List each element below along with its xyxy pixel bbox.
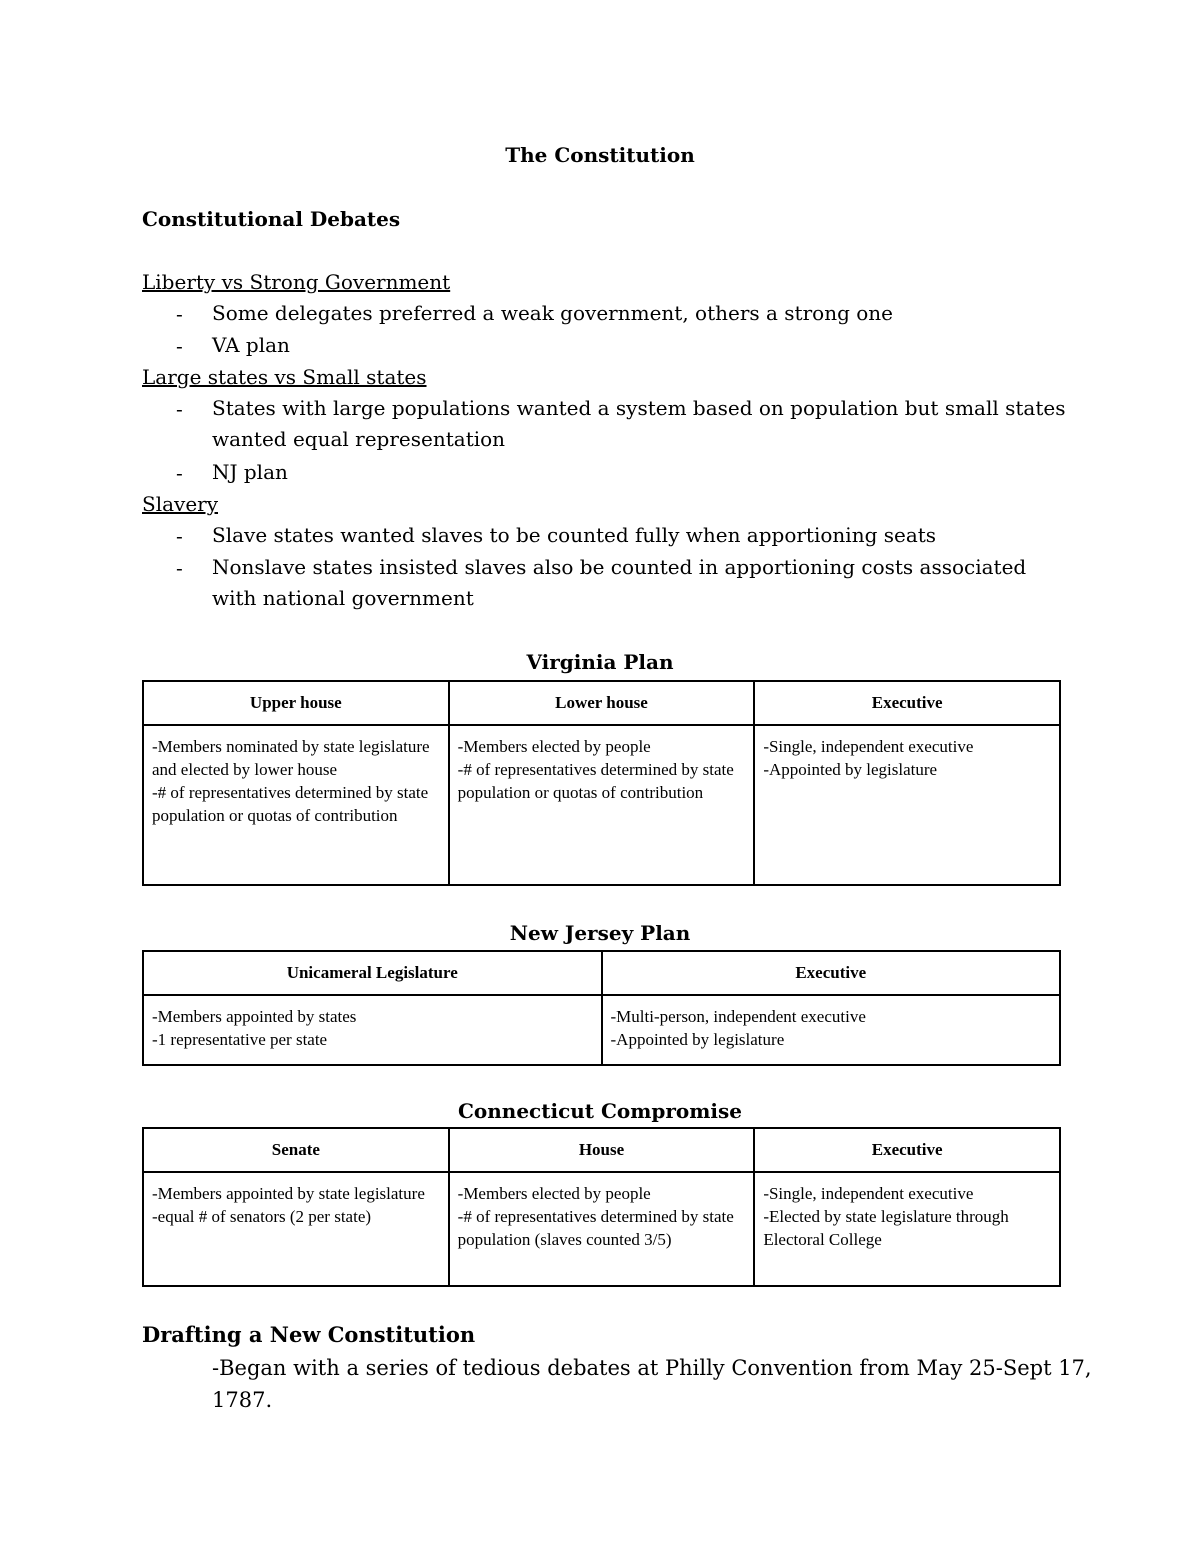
table-header: Executive: [754, 1128, 1060, 1172]
new-jersey-plan-title: New Jersey Plan: [509, 921, 691, 945]
table-cell: [449, 725, 755, 885]
table-header: Executive: [602, 951, 1061, 995]
connecticut-compromise-table: [142, 1127, 1061, 1287]
cell-line: -# of representatives determined by state population or quotas of contribution: [152, 783, 429, 825]
bullet-text: Nonslave states insisted slaves also be counted in apportioning costs associated with national government: [212, 555, 1027, 610]
bullet-marker: -: [176, 524, 183, 548]
table-cell: [143, 1172, 449, 1286]
cell-line: -# of representatives determined by state population (slaves counted 3/5): [457, 1207, 734, 1249]
table-header: Senate: [143, 1128, 449, 1172]
cell-line: -Elected by state legislature through Electoral College: [763, 1207, 1009, 1249]
bullet-text: Slave states wanted slaves to be counted fully when apportioning seats: [212, 523, 937, 547]
cell-line: -Appointed by legislature: [610, 1030, 785, 1049]
bullet-text: NJ plan: [212, 460, 288, 484]
topic-heading-liberty: Liberty vs Strong Government: [142, 270, 451, 294]
document-title: The Constitution: [505, 143, 695, 167]
bullet-marker: -: [176, 397, 183, 421]
table-header: Executive: [754, 681, 1060, 725]
bullet-text: States with large populations wanted a system based on population but small states wanted equal representation: [212, 396, 1066, 451]
table-header: Unicameral Legislature: [143, 951, 602, 995]
cell-line: -# of representatives determined by state population or quotas of contribution: [457, 760, 734, 802]
bullet-text: VA plan: [212, 333, 290, 357]
topic-heading-slavery: Slavery: [142, 492, 219, 516]
table-cell: [754, 725, 1060, 885]
cell-line: -Members appointed by state legislature: [152, 1184, 425, 1203]
cell-line: -1 representative per state: [152, 1030, 328, 1049]
table-cell: [143, 725, 449, 885]
section-heading-debates: Constitutional Debates: [142, 207, 401, 231]
new-jersey-plan-table: [142, 950, 1061, 1066]
table-cell: [143, 995, 602, 1065]
table-header: Upper house: [143, 681, 449, 725]
bullet-marker: -: [176, 556, 183, 580]
table-cell: [602, 995, 1061, 1065]
virginia-plan-table: [142, 680, 1061, 886]
cell-line: -Members elected by people: [457, 1184, 651, 1203]
table-cell: [449, 1172, 755, 1286]
cell-line: -Single, independent executive: [763, 1184, 974, 1203]
bullet-text: Some delegates preferred a weak government, others a strong one: [212, 301, 893, 325]
virginia-plan-title: Virginia Plan: [526, 650, 674, 674]
cell-line: -Multi-person, independent executive: [610, 1007, 866, 1026]
cell-line: -Appointed by legislature: [763, 760, 938, 779]
cell-line: -Members appointed by states: [152, 1007, 357, 1026]
bullet-marker: -: [176, 334, 183, 358]
table-header: Lower house: [449, 681, 755, 725]
connecticut-compromise-title: Connecticut Compromise: [457, 1099, 743, 1123]
table-header: House: [449, 1128, 755, 1172]
cell-line: -equal # of senators (2 per state): [152, 1207, 372, 1226]
bullet-marker: -: [176, 302, 183, 326]
cell-line: -Members elected by people: [457, 737, 651, 756]
bullet-marker: -: [176, 461, 183, 485]
table-cell: [754, 1172, 1060, 1286]
cell-line: -Members nominated by state legislature and elected by lower house: [152, 737, 430, 779]
topic-heading-large-small: Large states vs Small states: [142, 365, 427, 389]
cell-line: -Single, independent executive: [763, 737, 974, 756]
section-heading-drafting: Drafting a New Constitution: [142, 1322, 476, 1347]
drafting-text: -Began with a series of tedious debates at Philly Convention from May 25-Sept 17, 1787.: [212, 1356, 1092, 1412]
